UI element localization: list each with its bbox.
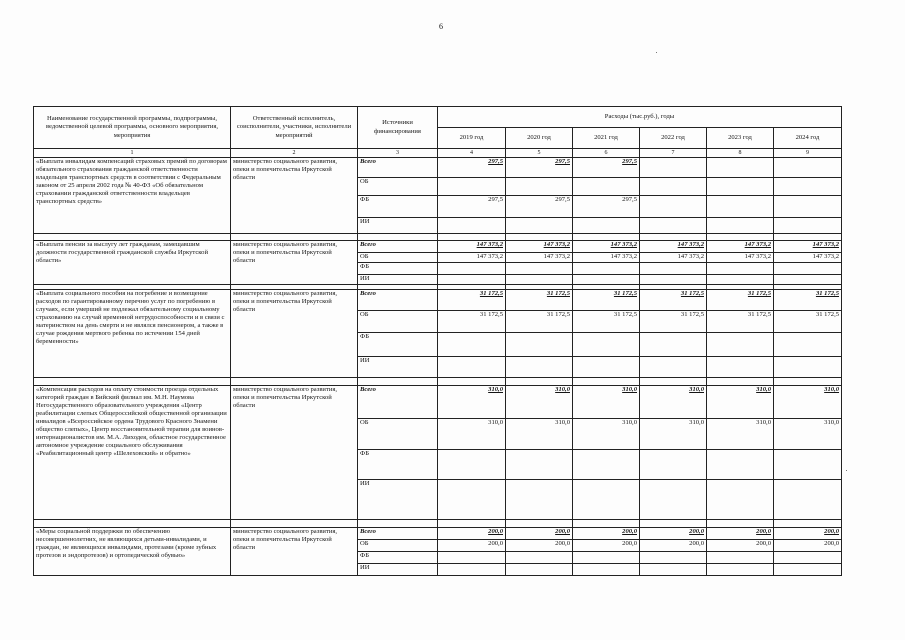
amount-cell [640, 275, 707, 285]
amount-cell [573, 275, 640, 285]
amount-cell: 147 373,2 [573, 241, 640, 253]
amount-cell [774, 196, 842, 218]
amount-cell [573, 178, 640, 196]
spacer-cell [438, 520, 506, 528]
amount-cell [506, 263, 573, 275]
measure-name-cell: «Выплата социального пособия на погребение и возмещение расходов по гарантированному перечню услуг по погребению в случаях, если умерший не подлежал обязательному социальному страхованию на случай временной нетрудоспособности и в связи с материнством на день смерти и не являлся пенсионером, а также в случае рождения мертвого ребенка по истечении 154 дней беременности» [34, 290, 231, 378]
amount-cell: 31 172,5 [573, 311, 640, 333]
amount-cell [707, 158, 774, 178]
funding-source-cell: ОБ [358, 419, 438, 450]
amount-cell: 310,0 [707, 419, 774, 450]
funding-source-cell: ОБ [358, 253, 438, 263]
table-body [34, 158, 842, 576]
amount-cell: 147 373,2 [640, 253, 707, 263]
amount-cell: 31 172,5 [438, 290, 506, 311]
spacer-cell [34, 378, 231, 386]
amount-cell: 147 373,2 [774, 241, 842, 253]
amount-cell: 147 373,2 [707, 241, 774, 253]
responsible-cell: министерство социального развития, опеки и попечительства Иркутской области [231, 158, 358, 234]
amount-cell: 31 172,5 [506, 311, 573, 333]
amount-cell [438, 480, 506, 520]
amount-cell: 310,0 [506, 419, 573, 450]
amount-cell: 31 172,5 [707, 290, 774, 311]
amount-cell [640, 263, 707, 275]
amount-cell [506, 564, 573, 576]
amount-cell: 310,0 [573, 386, 640, 419]
amount-cell [506, 450, 573, 480]
amount-cell: 31 172,5 [707, 311, 774, 333]
amount-cell [640, 218, 707, 234]
amount-cell [774, 275, 842, 285]
amount-cell [573, 357, 640, 378]
amount-cell [774, 263, 842, 275]
amount-cell [438, 333, 506, 357]
header-year: 2020 год [506, 128, 573, 149]
funding-source-cell: Всего [358, 241, 438, 253]
amount-cell: 310,0 [506, 386, 573, 419]
amount-cell [707, 275, 774, 285]
amount-cell [640, 196, 707, 218]
funding-source-cell: Всего [358, 386, 438, 419]
funding-source-cell: ОБ [358, 178, 438, 196]
amount-cell: 31 172,5 [438, 311, 506, 333]
spacer-cell [640, 520, 707, 528]
header-year: 2019 год [438, 128, 506, 149]
spacer-cell [231, 378, 358, 386]
amount-cell [438, 564, 506, 576]
header-year: 2021 год [573, 128, 640, 149]
amount-cell: 297,5 [506, 196, 573, 218]
funding-source-cell: ФБ [358, 450, 438, 480]
spacer-cell [640, 378, 707, 386]
amount-cell: 147 373,2 [774, 253, 842, 263]
header-responsible: Ответственный исполнитель, соисполнители, участники, исполнители мероприятий [231, 107, 358, 149]
amount-cell [774, 218, 842, 234]
spacer-cell [358, 378, 438, 386]
funding-source-cell: ИИ [358, 357, 438, 378]
amount-cell: 200,0 [438, 540, 506, 552]
amount-cell [707, 564, 774, 576]
amount-cell [774, 564, 842, 576]
amount-cell: 310,0 [640, 419, 707, 450]
spacer-cell [573, 378, 640, 386]
header-expenses: Расходы (тыс.руб.), годы [438, 107, 842, 128]
col-number: 9 [774, 149, 842, 158]
spacer-cell [34, 520, 231, 528]
spacer-cell [358, 234, 438, 241]
responsible-cell: министерство социального развития, опеки и попечительства Иркутской области [231, 241, 358, 285]
amount-cell [506, 218, 573, 234]
header-sources: Источники финансирования [358, 107, 438, 149]
amount-cell [506, 333, 573, 357]
amount-cell: 147 373,2 [506, 241, 573, 253]
amount-cell: 200,0 [707, 528, 774, 540]
col-number: 7 [640, 149, 707, 158]
amount-cell: 200,0 [573, 528, 640, 540]
amount-cell [438, 552, 506, 564]
header-year: 2024 год [774, 128, 842, 149]
group-spacer-row [34, 234, 842, 241]
funding-source-cell: Всего [358, 290, 438, 311]
col-number: 4 [438, 149, 506, 158]
amount-cell: 147 373,2 [438, 241, 506, 253]
funding-source-cell: ИИ [358, 480, 438, 520]
scan-speck [656, 52, 657, 53]
table-row [34, 241, 842, 253]
table-row [34, 528, 842, 540]
amount-cell [707, 333, 774, 357]
amount-cell [573, 218, 640, 234]
amount-cell: 297,5 [438, 196, 506, 218]
spacer-cell [573, 234, 640, 241]
amount-cell: 200,0 [438, 528, 506, 540]
amount-cell: 200,0 [573, 540, 640, 552]
amount-cell [774, 480, 842, 520]
measure-name-cell: «Компенсация расходов на оплату стоимости проезда отдельных категорий граждан в Бийский филиал им. М.Н. Наумова Негосударственного образовательного учреждения «Центр реабилитации слепых Общероссийской общественной организации инвалидов «Всероссийское ордена Трудового Красного Знамени общество слепых», Центр восстановительной терапии для воинов-интернационалистов им. М.А. Лиходея, областное государственное автономное учреждение социального обслуживания «Реабилитационный центр «Шелеховский» и обратно» [34, 386, 231, 520]
funding-source-cell: ИИ [358, 564, 438, 576]
amount-cell [707, 450, 774, 480]
spacer-cell [506, 520, 573, 528]
amount-cell [438, 178, 506, 196]
amount-cell [640, 357, 707, 378]
table-row [34, 386, 842, 419]
amount-cell [573, 552, 640, 564]
amount-cell [573, 480, 640, 520]
col-number: 3 [358, 149, 438, 158]
amount-cell [438, 357, 506, 378]
amount-cell [573, 564, 640, 576]
col-number: 5 [506, 149, 573, 158]
amount-cell [438, 450, 506, 480]
amount-cell: 147 373,2 [640, 241, 707, 253]
funding-source-cell: ФБ [358, 552, 438, 564]
page-number: 6 [439, 22, 443, 31]
amount-cell: 200,0 [506, 528, 573, 540]
table-row [34, 290, 842, 311]
spacer-cell [438, 378, 506, 386]
table-header [34, 107, 842, 158]
col-number: 1 [34, 149, 231, 158]
amount-cell [707, 178, 774, 196]
amount-cell: 31 172,5 [506, 290, 573, 311]
amount-cell [640, 178, 707, 196]
group-spacer-row [34, 378, 842, 386]
amount-cell [707, 552, 774, 564]
amount-cell [640, 158, 707, 178]
funding-source-cell: Всего [358, 158, 438, 178]
spacer-cell [438, 234, 506, 241]
responsible-cell: министерство социального развития, опеки и попечительства Иркутской области [231, 528, 358, 576]
amount-cell [774, 158, 842, 178]
amount-cell [438, 218, 506, 234]
amount-cell [640, 480, 707, 520]
header-year: 2023 год [707, 128, 774, 149]
spacer-cell [707, 234, 774, 241]
amount-cell [774, 333, 842, 357]
amount-cell: 147 373,2 [506, 253, 573, 263]
spacer-cell [358, 520, 438, 528]
amount-cell [774, 178, 842, 196]
amount-cell [506, 480, 573, 520]
amount-cell [707, 218, 774, 234]
amount-cell: 310,0 [640, 386, 707, 419]
amount-cell [438, 263, 506, 275]
responsible-cell: министерство социального развития, опеки и попечительства Иркутской области [231, 386, 358, 520]
amount-cell [573, 333, 640, 357]
amount-cell: 310,0 [438, 386, 506, 419]
spacer-cell [506, 378, 573, 386]
spacer-cell [34, 234, 231, 241]
amount-cell: 200,0 [774, 540, 842, 552]
header-year: 2022 год [640, 128, 707, 149]
measure-name-cell: «Выплата инвалидам компенсаций страховых премий по договорам обязательного страхования гражданской ответственности владельцев транспортных средств в соответствии с Федеральным законом от 25 апреля 2002 года № 40-ФЗ «Об обязательном страховании гражданской ответственности владельцев транспортных средств» [34, 158, 231, 234]
amount-cell: 310,0 [438, 419, 506, 450]
measure-name-cell: «Выплата пенсии за выслугу лет гражданам, замещавшим должности государственной гражданской службы Иркутской области» [34, 241, 231, 285]
spacer-cell [707, 520, 774, 528]
spacer-cell [640, 234, 707, 241]
col-number: 2 [231, 149, 358, 158]
amount-cell: 147 373,2 [573, 253, 640, 263]
amount-cell [707, 357, 774, 378]
amount-cell [573, 450, 640, 480]
spacer-cell [774, 234, 842, 241]
amount-cell [640, 450, 707, 480]
responsible-cell: министерство социального развития, опеки и попечительства Иркутской области [231, 290, 358, 378]
funding-source-cell: Всего [358, 528, 438, 540]
amount-cell [774, 450, 842, 480]
amount-cell [573, 263, 640, 275]
amount-cell [506, 552, 573, 564]
funding-source-cell: ОБ [358, 540, 438, 552]
amount-cell: 31 172,5 [640, 311, 707, 333]
spacer-cell [707, 378, 774, 386]
header-name: Наименование государственной программы, подпрограммы, ведомственной целевой программы, основного мероприятия, мероприятия [34, 107, 231, 149]
spacer-cell [506, 234, 573, 241]
scan-speck [846, 470, 847, 471]
amount-cell: 310,0 [573, 419, 640, 450]
amount-cell: 297,5 [506, 158, 573, 178]
amount-cell: 200,0 [640, 528, 707, 540]
amount-cell: 31 172,5 [774, 290, 842, 311]
amount-cell: 31 172,5 [774, 311, 842, 333]
amount-cell [506, 357, 573, 378]
amount-cell [640, 564, 707, 576]
amount-cell [640, 333, 707, 357]
table-row [34, 158, 842, 178]
amount-cell [640, 552, 707, 564]
budget-table [33, 106, 842, 576]
amount-cell [774, 357, 842, 378]
funding-source-cell: ФБ [358, 263, 438, 275]
amount-cell: 200,0 [640, 540, 707, 552]
spacer-cell [774, 378, 842, 386]
spacer-cell [573, 520, 640, 528]
col-number: 6 [573, 149, 640, 158]
amount-cell [506, 178, 573, 196]
funding-source-cell: ИИ [358, 275, 438, 285]
amount-cell [774, 552, 842, 564]
funding-source-cell: ОБ [358, 311, 438, 333]
spacer-cell [774, 520, 842, 528]
col-number: 8 [707, 149, 774, 158]
amount-cell: 310,0 [774, 419, 842, 450]
spacer-cell [231, 520, 358, 528]
amount-cell: 297,5 [573, 158, 640, 178]
amount-cell: 147 373,2 [438, 253, 506, 263]
amount-cell: 200,0 [707, 540, 774, 552]
spacer-cell [231, 234, 358, 241]
amount-cell [707, 480, 774, 520]
amount-cell [707, 263, 774, 275]
amount-cell: 31 172,5 [573, 290, 640, 311]
amount-cell: 310,0 [774, 386, 842, 419]
group-spacer-row [34, 520, 842, 528]
amount-cell: 297,5 [573, 196, 640, 218]
amount-cell [438, 275, 506, 285]
amount-cell: 147 373,2 [707, 253, 774, 263]
funding-source-cell: ФБ [358, 196, 438, 218]
measure-name-cell: «Меры социальной поддержки по обеспечению несовершеннолетних, не являющихся детьми-инвалидами, и граждан, не являющихся инвалидами, протезами (кроме зубных протезов и эндопротезов) и ортопедической обувью» [34, 528, 231, 576]
amount-cell [506, 275, 573, 285]
amount-cell: 310,0 [707, 386, 774, 419]
amount-cell [707, 196, 774, 218]
amount-cell: 200,0 [774, 528, 842, 540]
amount-cell: 297,5 [438, 158, 506, 178]
amount-cell: 31 172,5 [640, 290, 707, 311]
funding-source-cell: ФБ [358, 333, 438, 357]
amount-cell: 200,0 [506, 540, 573, 552]
funding-source-cell: ИИ [358, 218, 438, 234]
